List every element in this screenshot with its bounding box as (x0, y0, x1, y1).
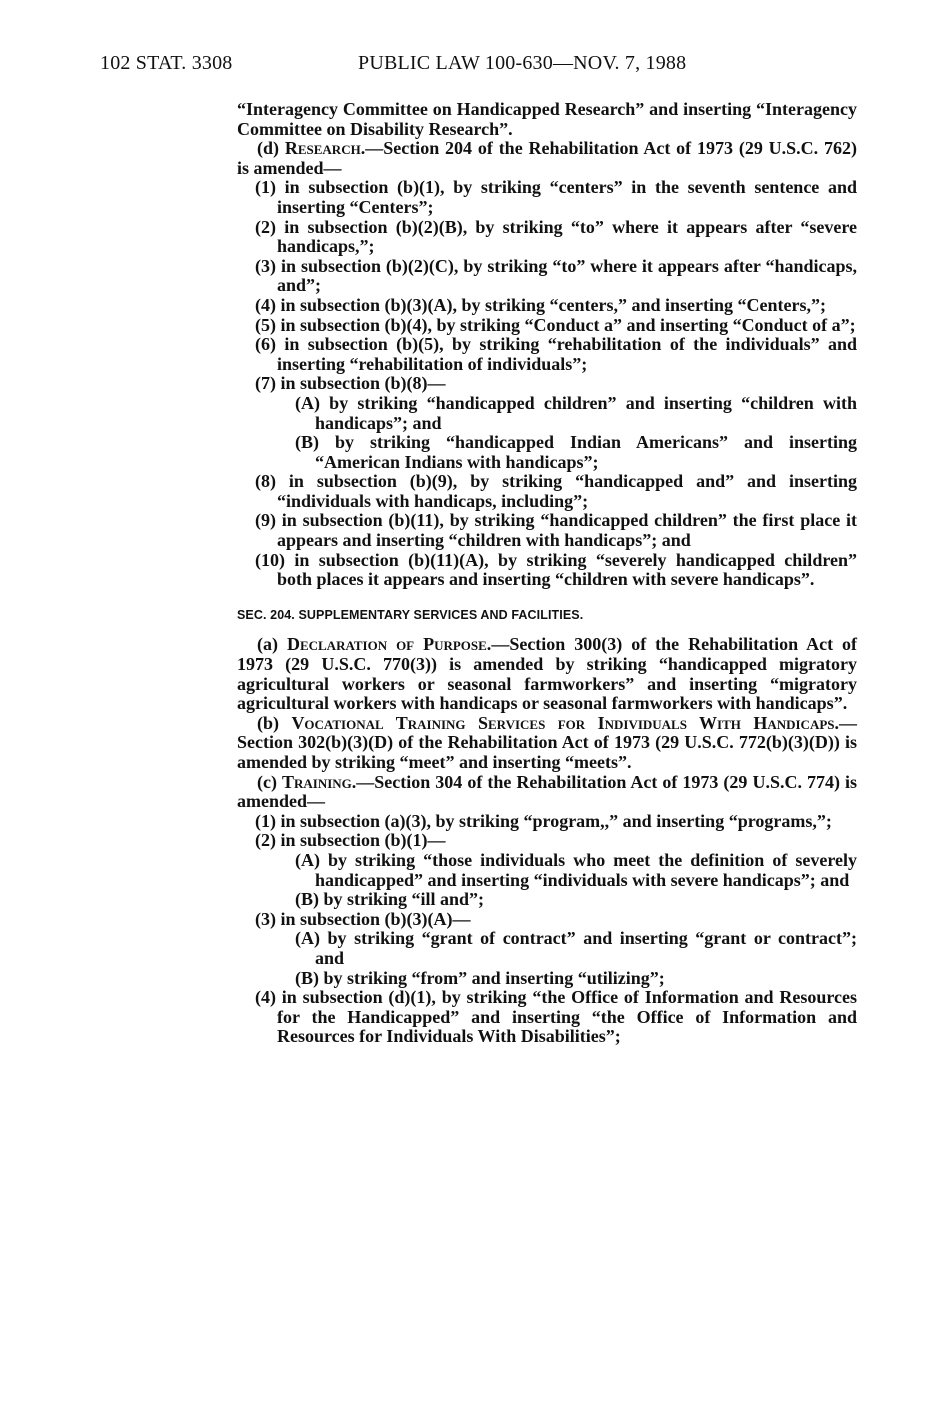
d-item-8: (8) in subsection (b)(9), by striking “handicapped and” and inserting “individuals with handicaps, including”; (255, 471, 857, 511)
subsection-d: (d) Research.—Section 204 of the Rehabilitation Act of 1973 (29 U.S.C. 762) is amended— (237, 138, 858, 178)
d-item-2: (2) in subsection (b)(2)(B), by striking “to” where it appears after “severe handicaps,”; (255, 216, 857, 257)
c-item-2-a: (A) by striking “those individuals who meet the definition of severely handicapped” and inserting “individuals with severe handicaps”; and (295, 849, 857, 890)
c-item-1: (1) in subsection (a)(3), by striking “program,,” and inserting “programs,”; (255, 810, 832, 831)
d-item-3: (3) in subsection (b)(2)(C), by striking “to” where it appears after “handicaps, and”; (255, 255, 857, 296)
c-item-3: (3) in subsection (b)(3)(A)— (255, 908, 471, 929)
subsection-a: (a) Declaration of Purpose.—Section 300(3) of the Rehabilitation Act of 1973 (29 U.S.C. 770(3)) is amended by striking “handicapped migratory agricultural workers or seasonal farmworkers” and inserting “migratory agricultural workers with handicaps or seasonal farmworkers with handicaps”. (237, 634, 858, 714)
subsection-c: (c) Training.—Section 304 of the Rehabilitation Act of 1973 (29 U.S.C. 774) is amended— (237, 771, 857, 812)
d-item-10: (10) in subsection (b)(11)(A), by striking “severely handicapped children” both places it appears and inserting “children with severe handicaps”. (255, 549, 857, 590)
c-item-4: (4) in subsection (d)(1), by striking “the Office of Information and Resources for the Handicapped” and inserting “the Office of Information and Resources for Individuals With Disabilities”; (255, 987, 857, 1047)
subsection-b-heading: Vocational Training Services for Individuals With Handicaps. (291, 712, 840, 733)
subsection-b: (b) Vocational Training Services for Individuals With Handicaps.—Section 302(b)(3)(D) of the Rehabilitation Act of 1973 (29 U.S.C. 772(b)(3)(D)) is amended by striking “meet” and inserting “meets”. (237, 712, 858, 772)
section-heading: SEC. 204. SUPPLEMENTARY SERVICES AND FACILITIES. (237, 607, 584, 622)
public-law-title: PUBLIC LAW 100-630—NOV. 7, 1988 (358, 52, 687, 74)
c-item-3-a: (A) by striking “grant of contract” and inserting “grant or contract”; and (295, 928, 857, 968)
statute-page-number: 102 STAT. 3308 (100, 52, 233, 74)
document-body (237, 100, 857, 1047)
c-item-3-b: (B) by striking “from” and inserting “utilizing”; (295, 967, 665, 988)
subsection-c-heading: Training. (282, 771, 357, 792)
c-item-2: (2) in subsection (b)(1)— (255, 830, 446, 851)
d-item-7: (7) in subsection (b)(8)— (255, 373, 446, 394)
subsection-d-heading: Research. (284, 138, 366, 159)
c-item-2-b: (B) by striking “ill and”; (295, 889, 485, 910)
d-item-7-b: (B) by striking “handicapped Indian Americans” and inserting “American Indians with handicaps”; (295, 432, 857, 472)
d-item-5: (5) in subsection (b)(4), by striking “Conduct a” and inserting “Conduct of a”; (255, 314, 856, 335)
d-item-4: (4) in subsection (b)(3)(A), by striking “centers,” and inserting “Centers,”; (255, 294, 826, 315)
page-header (100, 52, 860, 82)
d-item-9: (9) in subsection (b)(11), by striking “handicapped children” the first place it appears and inserting “children with handicaps”; and (255, 510, 857, 551)
d-item-6: (6) in subsection (b)(5), by striking “rehabilitation of the individuals” and inserting “rehabilitation of individuals”; (255, 334, 857, 374)
d-item-1: (1) in subsection (b)(1), by striking “centers” in the seventh sentence and inserting “Centers”; (255, 177, 857, 217)
continued-text: “Interagency Committee on Handicapped Research” and inserting “Interagency Committee on Disability Research”. (237, 99, 857, 139)
d-item-7-a: (A) by striking “handicapped children” and inserting “children with handicaps”; and (295, 392, 857, 433)
subsection-a-heading: Declaration of Purpose. (286, 634, 492, 655)
